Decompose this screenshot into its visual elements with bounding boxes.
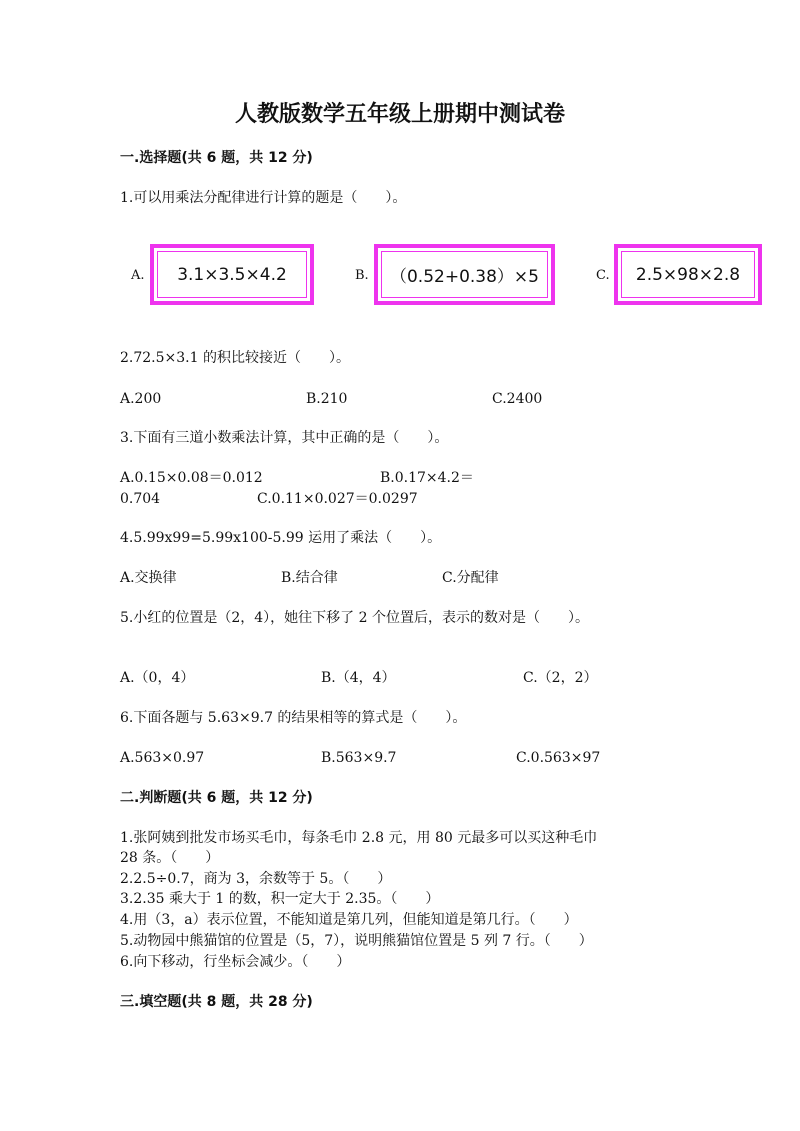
q1-option-a-expression: 3.1×3.5×4.2 xyxy=(157,251,307,298)
q4-option-c: C.分配律 xyxy=(442,570,499,586)
question-2-stem: 2.72.5×3.1 的积比较接近（ ）。 xyxy=(120,350,350,366)
q5-option-a: A.（0，4） xyxy=(120,670,195,686)
q6-option-b: B.563×9.7 xyxy=(321,750,397,766)
q2-option-a: A.200 xyxy=(120,391,162,407)
q4-option-b: B.结合律 xyxy=(281,570,338,586)
section-heading-fill-in: 三.填空题(共 8 题，共 28 分) xyxy=(120,994,313,1010)
question-3-stem: 3.下面有三道小数乘法计算，其中正确的是（ ）。 xyxy=(120,430,449,446)
q3-option-b-continued: 0.704 xyxy=(120,491,161,507)
q1-option-a-label: A. xyxy=(131,268,145,283)
page-title: 人教版数学五年级上册期中测试卷 xyxy=(234,102,565,127)
q2-option-c: C.2400 xyxy=(492,391,543,407)
section-heading-choice: 一.选择题(共 6 题，共 12 分) xyxy=(120,150,313,166)
q3-option-b: B.0.17×4.2＝ xyxy=(380,470,474,486)
q1-option-b-expression: （0.52+0.38）×5 xyxy=(381,251,548,298)
q5-option-b: B.（4，4） xyxy=(321,670,396,686)
q1-option-b-box xyxy=(374,244,555,305)
q4-option-a: A.交换律 xyxy=(120,570,177,586)
judgement-item-6: 6.向下移动，行坐标会减少。（ ） xyxy=(120,954,351,970)
judgement-item-1-continued: 28 条。（ ） xyxy=(120,850,220,866)
q3-option-c: C.0.11×0.027＝0.0297 xyxy=(257,491,418,507)
judgement-item-4: 4.用（3，a）表示位置，不能知道是第几列，但能知道是第几行。（ ） xyxy=(120,912,578,928)
q1-option-c-label: C. xyxy=(596,268,610,283)
judgement-item-1: 1.张阿姨到批发市场买毛巾，每条毛巾 2.8 元，用 80 元最多可以买这种毛巾 xyxy=(120,830,598,846)
judgement-item-3: 3.2.35 乘大于 1 的数，积一定大于 2.35。（ ） xyxy=(120,891,440,907)
judgement-item-2: 2.2.5÷0.7，商为 3，余数等于 5。（ ） xyxy=(120,871,392,887)
q6-option-c: C.0.563×97 xyxy=(516,750,601,766)
judgement-item-5: 5.动物园中熊猫馆的位置是（5，7），说明熊猫馆位置是 5 列 7 行。（ ） xyxy=(120,933,593,949)
q1-option-c-expression: 2.5×98×2.8 xyxy=(621,251,755,298)
q1-option-c-box xyxy=(614,244,762,305)
q1-option-b-label: B. xyxy=(355,268,369,283)
question-5-stem: 5.小红的位置是（2，4），她往下移了 2 个位置后，表示的数对是（ ）。 xyxy=(120,610,589,626)
question-4-stem: 4.5.99x99=5.99x100-5.99 运用了乘法（ ）。 xyxy=(120,530,442,546)
q6-option-a: A.563×0.97 xyxy=(120,750,205,766)
q2-option-b: B.210 xyxy=(306,391,348,407)
q1-option-a-box xyxy=(150,244,314,305)
q3-option-a: A.0.15×0.08＝0.012 xyxy=(120,470,263,486)
question-1-stem: 1.可以用乘法分配律进行计算的题是（ ）。 xyxy=(120,190,407,206)
question-6-stem: 6.下面各题与 5.63×9.7 的结果相等的算式是（ ）。 xyxy=(120,710,467,726)
section-heading-judgement: 二.判断题(共 6 题，共 12 分) xyxy=(120,790,313,806)
q5-option-c: C.（2，2） xyxy=(523,670,598,686)
